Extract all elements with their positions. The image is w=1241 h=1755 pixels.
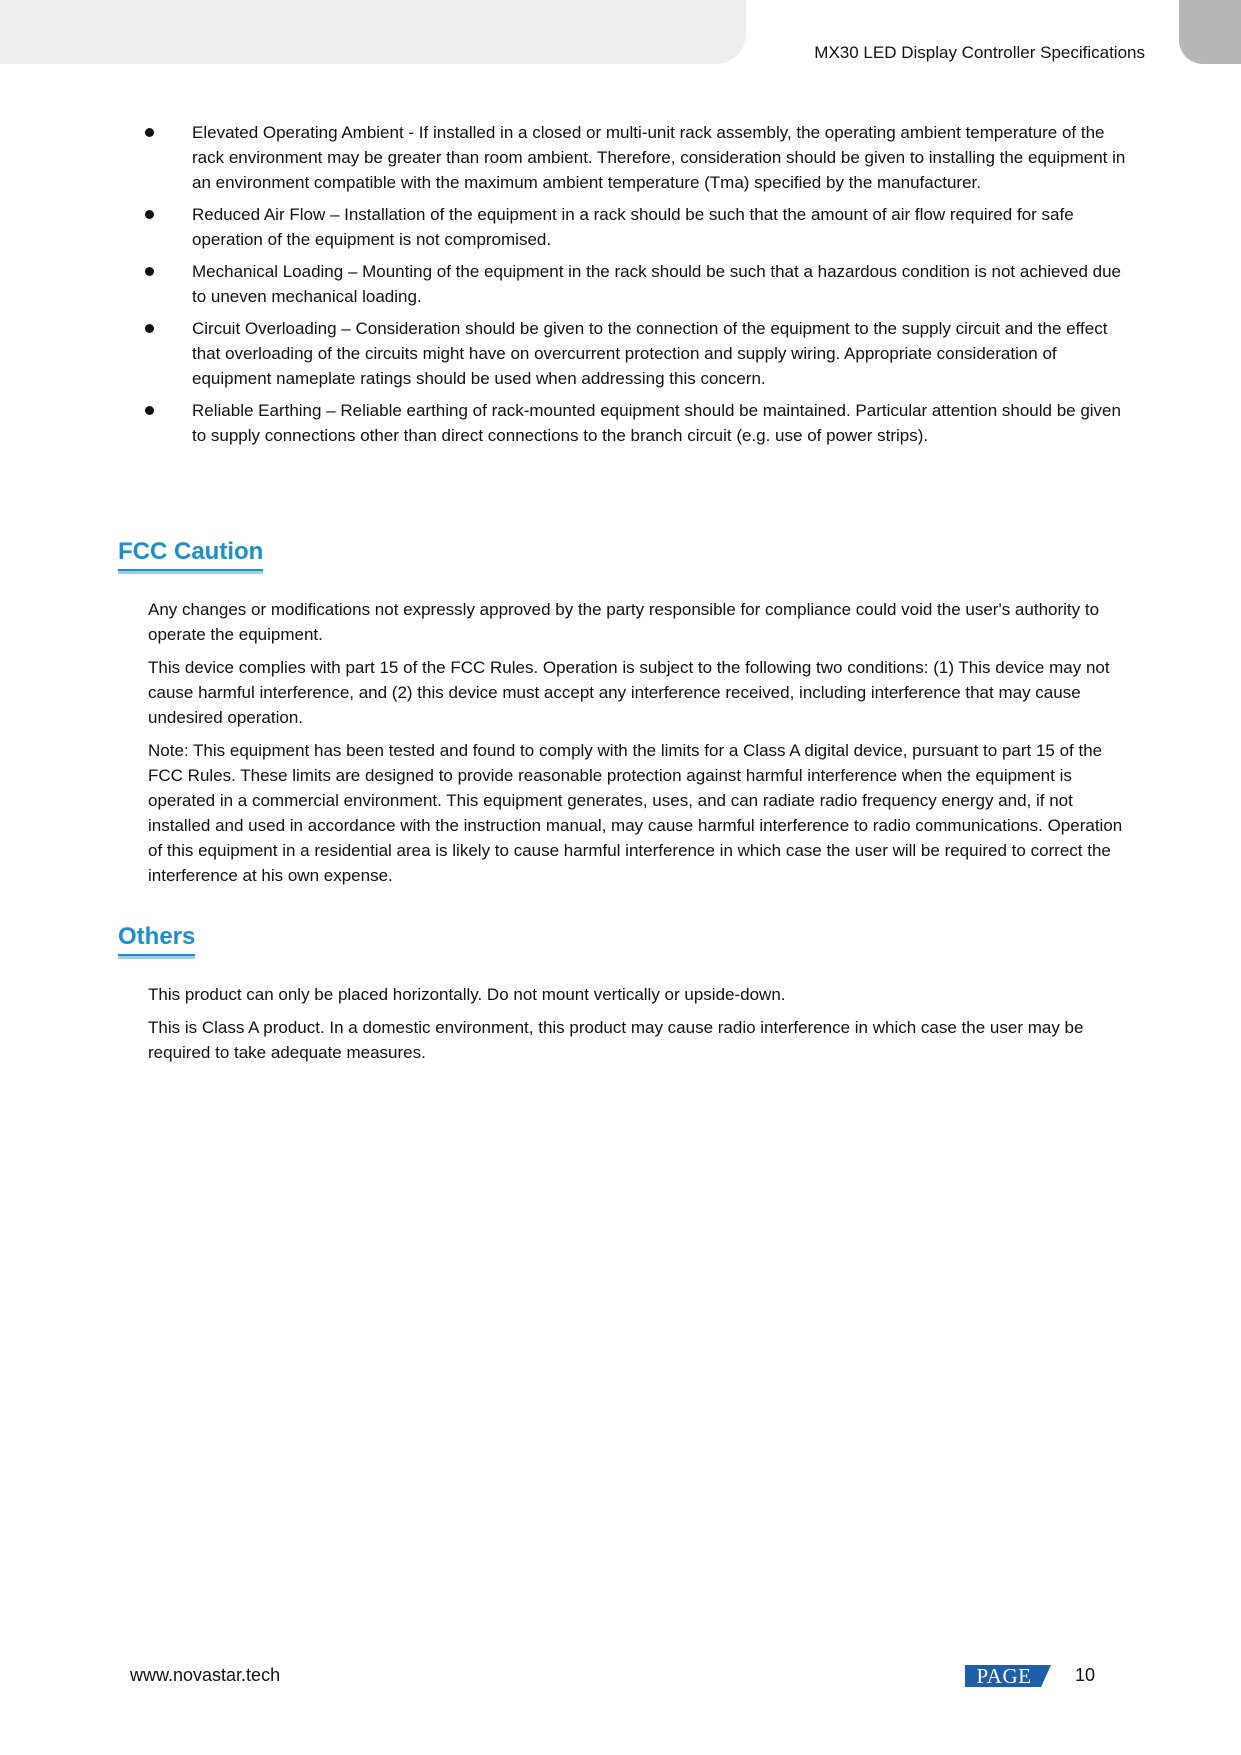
paragraph: This device complies with part 15 of the FCC Rules. Operation is subject to the following two conditions: (1) This device may not cause harmful interference, and (2) this device must accept any interference received, including interference that may cause undesired operation.	[148, 658, 1110, 727]
list-item-text: Reduced Air Flow – Installation of the equipment in a rack should be such that the amount of air flow required for safe operation of the equipment is not compromised.	[192, 205, 1074, 249]
page-number: 10	[1075, 1665, 1096, 1685]
paragraph: This product can only be placed horizontally. Do not mount vertically or upside-down.	[148, 985, 786, 1004]
header-band	[0, 0, 746, 64]
list-item-text: Reliable Earthing – Reliable earthing of rack-mounted equipment should be maintained. Particular attention should be given to supply connections other than direct connections to the branch circuit (e.g. use of power strips).	[192, 401, 1121, 445]
paragraph: Any changes or modifications not expressly approved by the party responsible for compliance could void the user's authority to operate the equipment.	[148, 600, 1100, 644]
list-item	[140, 202, 1130, 252]
list-item-text: Mechanical Loading – Mounting of the equipment in the rack should be such that a hazardous condition is not achieved due to uneven mechanical loading.	[192, 262, 1122, 306]
paragraph: This is Class A product. In a domestic environment, this product may cause radio interference in which case the user may be required to take adequate measures.	[148, 1018, 1084, 1062]
list-item	[140, 120, 1130, 195]
page-badge	[965, 1665, 1051, 1687]
paragraph: Note: This equipment has been tested and found to comply with the limits for a Class A digital device, pursuant to part 15 of the FCC Rules. These limits are designed to provide reasonable protection against harmful interference when the equipment is operated in a commercial environment. This equipment generates, uses, and can radiate radio frequency energy and, if not installed and used in accordance with the instruction manual, may cause harmful interference to radio communications. Operation of this equipment in a residential area is likely to cause harmful interference in which case the user will be required to correct the interference at his own expense.	[148, 741, 1123, 885]
bullet-icon	[145, 210, 154, 219]
others-section	[148, 982, 1128, 1073]
header-tab	[1179, 0, 1241, 64]
document-title: MX30 LED Display Controller Specifications	[814, 43, 1145, 62]
list-item	[140, 259, 1130, 309]
list-item-text: Circuit Overloading – Consideration should be given to the connection of the equipment to the supply circuit and the effect that overloading of the circuits might have on overcurrent protection and supply wiring. Appropriate consideration of equipment nameplate ratings should be used when addressing this concern.	[192, 319, 1108, 388]
rack-safety-list	[140, 120, 1130, 455]
page-badge-label: PAGE	[976, 1664, 1032, 1688]
bullet-icon	[145, 324, 154, 333]
others-heading[interactable]: Others	[118, 923, 195, 956]
list-item-text: Elevated Operating Ambient - If installed in a closed or multi-unit rack assembly, the operating ambient temperature of the rack environment may be greater than room ambient. Therefore, consideration should be given to installing the equipment in an environment compatible with the maximum ambient temperature (Tma) specified by the manufacturer.	[192, 123, 1126, 192]
list-item	[140, 316, 1130, 391]
bullet-icon	[145, 267, 154, 276]
fcc-caution-section	[148, 597, 1128, 896]
footer-url[interactable]: www.novastar.tech	[130, 1665, 281, 1685]
bullet-icon	[145, 406, 154, 415]
list-item	[140, 398, 1130, 448]
bullet-icon	[145, 128, 154, 137]
fcc-caution-heading[interactable]: FCC Caution	[118, 538, 263, 571]
